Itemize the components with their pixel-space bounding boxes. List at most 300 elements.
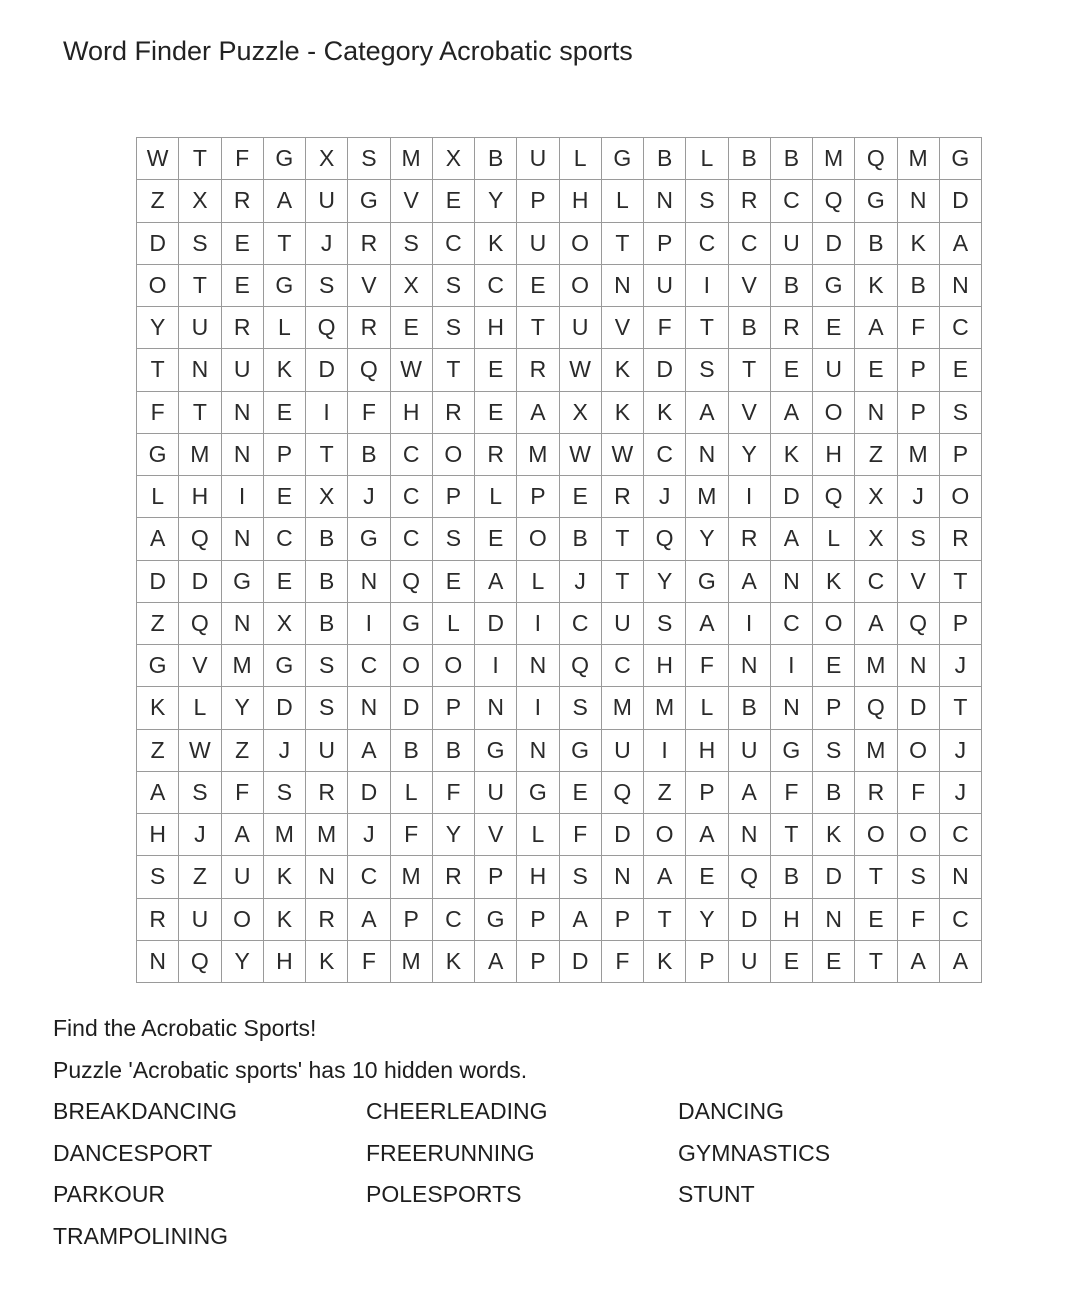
grid-cell[interactable]: K	[644, 391, 686, 433]
grid-cell[interactable]: N	[728, 645, 770, 687]
grid-cell[interactable]: G	[855, 180, 897, 222]
grid-cell[interactable]: G	[390, 602, 432, 644]
grid-cell[interactable]: P	[517, 180, 559, 222]
grid-cell[interactable]: H	[644, 645, 686, 687]
grid-cell[interactable]: A	[939, 940, 981, 982]
grid-cell[interactable]: A	[263, 180, 305, 222]
grid-cell[interactable]: O	[517, 518, 559, 560]
grid-cell[interactable]: G	[263, 138, 305, 180]
grid-cell[interactable]: I	[770, 645, 812, 687]
grid-cell[interactable]: P	[390, 898, 432, 940]
grid-cell[interactable]: A	[348, 898, 390, 940]
grid-cell[interactable]: M	[897, 138, 939, 180]
grid-cell[interactable]: M	[390, 856, 432, 898]
grid-cell[interactable]: N	[221, 433, 263, 475]
grid-cell[interactable]: I	[644, 729, 686, 771]
grid-cell[interactable]: C	[939, 814, 981, 856]
grid-cell[interactable]: B	[728, 138, 770, 180]
grid-cell[interactable]: S	[179, 222, 221, 264]
grid-cell[interactable]: U	[475, 771, 517, 813]
grid-cell[interactable]: L	[601, 180, 643, 222]
grid-cell[interactable]: T	[432, 349, 474, 391]
grid-cell[interactable]: M	[855, 729, 897, 771]
grid-cell[interactable]: R	[475, 433, 517, 475]
grid-cell[interactable]: K	[770, 433, 812, 475]
grid-cell[interactable]: O	[897, 729, 939, 771]
grid-cell[interactable]: Y	[728, 433, 770, 475]
grid-cell[interactable]: G	[348, 180, 390, 222]
grid-cell[interactable]: E	[517, 264, 559, 306]
grid-cell[interactable]: U	[221, 349, 263, 391]
grid-cell[interactable]: R	[855, 771, 897, 813]
grid-cell[interactable]: U	[559, 307, 601, 349]
grid-cell[interactable]: B	[559, 518, 601, 560]
grid-cell[interactable]: L	[686, 687, 728, 729]
grid-cell[interactable]: G	[221, 560, 263, 602]
grid-cell[interactable]: U	[221, 856, 263, 898]
grid-cell[interactable]: Z	[221, 729, 263, 771]
grid-cell[interactable]: B	[644, 138, 686, 180]
grid-cell[interactable]: S	[348, 138, 390, 180]
grid-cell[interactable]: X	[855, 518, 897, 560]
grid-cell[interactable]: U	[644, 264, 686, 306]
grid-cell[interactable]: G	[263, 645, 305, 687]
grid-cell[interactable]: L	[263, 307, 305, 349]
grid-cell[interactable]: U	[813, 349, 855, 391]
grid-cell[interactable]: J	[179, 814, 221, 856]
grid-cell[interactable]: J	[306, 222, 348, 264]
grid-cell[interactable]: E	[770, 940, 812, 982]
grid-cell[interactable]: H	[686, 729, 728, 771]
grid-cell[interactable]: U	[770, 222, 812, 264]
grid-cell[interactable]: V	[601, 307, 643, 349]
grid-cell[interactable]: C	[348, 856, 390, 898]
grid-cell[interactable]: N	[348, 560, 390, 602]
grid-cell[interactable]: Q	[855, 687, 897, 729]
grid-cell[interactable]: O	[813, 602, 855, 644]
grid-cell[interactable]: F	[559, 814, 601, 856]
grid-cell[interactable]: J	[559, 560, 601, 602]
grid-cell[interactable]: M	[263, 814, 305, 856]
grid-cell[interactable]: I	[728, 476, 770, 518]
grid-cell[interactable]: O	[432, 433, 474, 475]
grid-cell[interactable]: Q	[306, 307, 348, 349]
grid-cell[interactable]: G	[939, 138, 981, 180]
grid-cell[interactable]: D	[897, 687, 939, 729]
grid-cell[interactable]: T	[517, 307, 559, 349]
grid-cell[interactable]: F	[390, 814, 432, 856]
grid-cell[interactable]: P	[686, 940, 728, 982]
grid-cell[interactable]: O	[855, 814, 897, 856]
grid-cell[interactable]: J	[939, 645, 981, 687]
grid-cell[interactable]: N	[221, 391, 263, 433]
grid-cell[interactable]: G	[263, 264, 305, 306]
grid-cell[interactable]: T	[179, 138, 221, 180]
grid-cell[interactable]: C	[939, 898, 981, 940]
grid-cell[interactable]: V	[728, 391, 770, 433]
grid-cell[interactable]: R	[221, 307, 263, 349]
grid-cell[interactable]: A	[475, 560, 517, 602]
grid-cell[interactable]: B	[306, 602, 348, 644]
grid-cell[interactable]: N	[686, 433, 728, 475]
grid-cell[interactable]: B	[770, 856, 812, 898]
grid-cell[interactable]: D	[770, 476, 812, 518]
grid-cell[interactable]: P	[897, 391, 939, 433]
grid-cell[interactable]: D	[179, 560, 221, 602]
grid-cell[interactable]: D	[137, 560, 179, 602]
grid-cell[interactable]: B	[728, 687, 770, 729]
grid-cell[interactable]: C	[855, 560, 897, 602]
grid-cell[interactable]: G	[348, 518, 390, 560]
grid-cell[interactable]: S	[306, 645, 348, 687]
grid-cell[interactable]: D	[137, 222, 179, 264]
grid-cell[interactable]: Z	[179, 856, 221, 898]
grid-cell[interactable]: Z	[855, 433, 897, 475]
grid-cell[interactable]: S	[432, 264, 474, 306]
grid-cell[interactable]: M	[855, 645, 897, 687]
grid-cell[interactable]: F	[601, 940, 643, 982]
grid-cell[interactable]: E	[221, 264, 263, 306]
grid-cell[interactable]: B	[306, 518, 348, 560]
grid-cell[interactable]: E	[813, 307, 855, 349]
grid-cell[interactable]: K	[601, 349, 643, 391]
grid-cell[interactable]: P	[517, 476, 559, 518]
grid-cell[interactable]: D	[348, 771, 390, 813]
grid-cell[interactable]: G	[137, 433, 179, 475]
grid-cell[interactable]: J	[263, 729, 305, 771]
grid-cell[interactable]: C	[390, 433, 432, 475]
grid-cell[interactable]: N	[644, 180, 686, 222]
grid-cell[interactable]: S	[559, 856, 601, 898]
grid-cell[interactable]: O	[644, 814, 686, 856]
grid-cell[interactable]: C	[939, 307, 981, 349]
grid-cell[interactable]: H	[137, 814, 179, 856]
grid-cell[interactable]: I	[728, 602, 770, 644]
grid-cell[interactable]: C	[390, 518, 432, 560]
grid-cell[interactable]: M	[179, 433, 221, 475]
grid-cell[interactable]: L	[813, 518, 855, 560]
grid-cell[interactable]: S	[686, 180, 728, 222]
grid-cell[interactable]: F	[221, 771, 263, 813]
grid-cell[interactable]: Q	[601, 771, 643, 813]
grid-cell[interactable]: U	[517, 138, 559, 180]
grid-cell[interactable]: G	[770, 729, 812, 771]
grid-cell[interactable]: N	[137, 940, 179, 982]
grid-cell[interactable]: K	[432, 940, 474, 982]
grid-cell[interactable]: B	[897, 264, 939, 306]
grid-cell[interactable]: V	[475, 814, 517, 856]
grid-cell[interactable]: T	[686, 307, 728, 349]
grid-cell[interactable]: T	[601, 518, 643, 560]
grid-cell[interactable]: X	[855, 476, 897, 518]
grid-cell[interactable]: A	[644, 856, 686, 898]
grid-cell[interactable]: Y	[686, 518, 728, 560]
grid-cell[interactable]: E	[475, 391, 517, 433]
grid-cell[interactable]: S	[306, 687, 348, 729]
grid-cell[interactable]: B	[728, 307, 770, 349]
grid-cell[interactable]: M	[813, 138, 855, 180]
grid-cell[interactable]: H	[813, 433, 855, 475]
grid-cell[interactable]: N	[221, 518, 263, 560]
grid-cell[interactable]: R	[432, 391, 474, 433]
grid-cell[interactable]: L	[179, 687, 221, 729]
grid-cell[interactable]: T	[770, 814, 812, 856]
grid-cell[interactable]: Z	[137, 180, 179, 222]
grid-cell[interactable]: G	[601, 138, 643, 180]
grid-cell[interactable]: F	[897, 771, 939, 813]
grid-cell[interactable]: C	[263, 518, 305, 560]
grid-cell[interactable]: P	[517, 940, 559, 982]
grid-cell[interactable]: S	[897, 856, 939, 898]
grid-cell[interactable]: T	[939, 560, 981, 602]
grid-cell[interactable]: K	[897, 222, 939, 264]
grid-cell[interactable]: Q	[390, 560, 432, 602]
grid-cell[interactable]: E	[770, 349, 812, 391]
grid-cell[interactable]: A	[939, 222, 981, 264]
grid-cell[interactable]: X	[263, 602, 305, 644]
grid-cell[interactable]: Z	[644, 771, 686, 813]
grid-cell[interactable]: N	[897, 645, 939, 687]
grid-cell[interactable]: R	[137, 898, 179, 940]
grid-cell[interactable]: S	[897, 518, 939, 560]
grid-cell[interactable]: A	[728, 560, 770, 602]
grid-cell[interactable]: S	[263, 771, 305, 813]
grid-cell[interactable]: B	[770, 138, 812, 180]
grid-cell[interactable]: D	[813, 222, 855, 264]
grid-cell[interactable]: Y	[137, 307, 179, 349]
grid-cell[interactable]: K	[601, 391, 643, 433]
grid-cell[interactable]: T	[263, 222, 305, 264]
grid-cell[interactable]: U	[179, 898, 221, 940]
grid-cell[interactable]: Q	[728, 856, 770, 898]
grid-cell[interactable]: F	[897, 898, 939, 940]
grid-cell[interactable]: G	[137, 645, 179, 687]
grid-cell[interactable]: L	[517, 560, 559, 602]
grid-cell[interactable]: C	[770, 602, 812, 644]
grid-cell[interactable]: C	[686, 222, 728, 264]
grid-cell[interactable]: E	[813, 645, 855, 687]
grid-cell[interactable]: M	[390, 138, 432, 180]
grid-cell[interactable]: E	[475, 518, 517, 560]
grid-cell[interactable]: F	[432, 771, 474, 813]
grid-cell[interactable]: E	[813, 940, 855, 982]
grid-cell[interactable]: N	[601, 856, 643, 898]
grid-cell[interactable]: B	[855, 222, 897, 264]
grid-cell[interactable]: N	[179, 349, 221, 391]
grid-cell[interactable]: L	[517, 814, 559, 856]
grid-cell[interactable]: Q	[179, 602, 221, 644]
grid-cell[interactable]: D	[390, 687, 432, 729]
grid-cell[interactable]: I	[517, 687, 559, 729]
grid-cell[interactable]: H	[390, 391, 432, 433]
grid-cell[interactable]: S	[644, 602, 686, 644]
grid-cell[interactable]: E	[686, 856, 728, 898]
grid-cell[interactable]: U	[728, 940, 770, 982]
grid-cell[interactable]: L	[475, 476, 517, 518]
grid-cell[interactable]: T	[179, 264, 221, 306]
grid-cell[interactable]: R	[221, 180, 263, 222]
grid-cell[interactable]: S	[390, 222, 432, 264]
grid-cell[interactable]: Q	[559, 645, 601, 687]
grid-cell[interactable]: E	[263, 476, 305, 518]
grid-cell[interactable]: D	[306, 349, 348, 391]
grid-cell[interactable]: E	[475, 349, 517, 391]
grid-cell[interactable]: K	[263, 898, 305, 940]
grid-cell[interactable]: E	[559, 476, 601, 518]
grid-cell[interactable]: D	[263, 687, 305, 729]
grid-cell[interactable]: I	[221, 476, 263, 518]
grid-cell[interactable]: I	[306, 391, 348, 433]
grid-cell[interactable]: U	[601, 729, 643, 771]
grid-cell[interactable]: Q	[348, 349, 390, 391]
grid-cell[interactable]: X	[559, 391, 601, 433]
grid-cell[interactable]: V	[348, 264, 390, 306]
grid-cell[interactable]: V	[390, 180, 432, 222]
grid-cell[interactable]: Q	[179, 940, 221, 982]
grid-cell[interactable]: M	[601, 687, 643, 729]
grid-cell[interactable]: N	[770, 687, 812, 729]
grid-cell[interactable]: R	[939, 518, 981, 560]
grid-cell[interactable]: G	[686, 560, 728, 602]
grid-cell[interactable]: Y	[644, 560, 686, 602]
grid-cell[interactable]: A	[559, 898, 601, 940]
grid-cell[interactable]: B	[306, 560, 348, 602]
grid-cell[interactable]: U	[306, 729, 348, 771]
grid-cell[interactable]: D	[728, 898, 770, 940]
grid-cell[interactable]: A	[728, 771, 770, 813]
grid-cell[interactable]: R	[348, 307, 390, 349]
grid-cell[interactable]: O	[939, 476, 981, 518]
grid-cell[interactable]: B	[475, 138, 517, 180]
grid-cell[interactable]: K	[813, 814, 855, 856]
grid-cell[interactable]: B	[432, 729, 474, 771]
grid-cell[interactable]: S	[559, 687, 601, 729]
grid-cell[interactable]: S	[137, 856, 179, 898]
grid-cell[interactable]: H	[517, 856, 559, 898]
grid-cell[interactable]: C	[432, 898, 474, 940]
grid-cell[interactable]: W	[137, 138, 179, 180]
grid-cell[interactable]: T	[939, 687, 981, 729]
grid-cell[interactable]: O	[559, 222, 601, 264]
grid-cell[interactable]: C	[770, 180, 812, 222]
grid-cell[interactable]: P	[644, 222, 686, 264]
grid-cell[interactable]: F	[644, 307, 686, 349]
grid-cell[interactable]: C	[390, 476, 432, 518]
grid-cell[interactable]: G	[517, 771, 559, 813]
grid-cell[interactable]: J	[897, 476, 939, 518]
grid-cell[interactable]: H	[475, 307, 517, 349]
grid-cell[interactable]: E	[939, 349, 981, 391]
grid-cell[interactable]: T	[601, 560, 643, 602]
grid-cell[interactable]: B	[813, 771, 855, 813]
grid-cell[interactable]: V	[179, 645, 221, 687]
grid-cell[interactable]: O	[137, 264, 179, 306]
grid-cell[interactable]: E	[263, 391, 305, 433]
grid-cell[interactable]: Q	[813, 180, 855, 222]
grid-cell[interactable]: S	[686, 349, 728, 391]
grid-cell[interactable]: A	[475, 940, 517, 982]
grid-cell[interactable]: A	[137, 771, 179, 813]
grid-cell[interactable]: J	[939, 771, 981, 813]
grid-cell[interactable]: Y	[475, 180, 517, 222]
grid-cell[interactable]: L	[559, 138, 601, 180]
grid-cell[interactable]: F	[348, 391, 390, 433]
grid-cell[interactable]: J	[939, 729, 981, 771]
grid-cell[interactable]: D	[475, 602, 517, 644]
grid-cell[interactable]: N	[517, 645, 559, 687]
grid-cell[interactable]: P	[939, 433, 981, 475]
grid-cell[interactable]: N	[770, 560, 812, 602]
grid-cell[interactable]: T	[855, 940, 897, 982]
grid-cell[interactable]: A	[137, 518, 179, 560]
grid-cell[interactable]: Q	[897, 602, 939, 644]
grid-cell[interactable]: J	[348, 476, 390, 518]
grid-cell[interactable]: R	[770, 307, 812, 349]
grid-cell[interactable]: D	[939, 180, 981, 222]
grid-cell[interactable]: M	[390, 940, 432, 982]
grid-cell[interactable]: T	[601, 222, 643, 264]
grid-cell[interactable]: P	[475, 856, 517, 898]
grid-cell[interactable]: E	[855, 349, 897, 391]
grid-cell[interactable]: B	[770, 264, 812, 306]
grid-cell[interactable]: N	[221, 602, 263, 644]
grid-cell[interactable]: V	[728, 264, 770, 306]
grid-cell[interactable]: O	[221, 898, 263, 940]
grid-cell[interactable]: X	[306, 138, 348, 180]
grid-cell[interactable]: N	[939, 264, 981, 306]
grid-cell[interactable]: M	[644, 687, 686, 729]
grid-cell[interactable]: P	[939, 602, 981, 644]
grid-cell[interactable]: Y	[432, 814, 474, 856]
grid-cell[interactable]: A	[686, 602, 728, 644]
grid-cell[interactable]: W	[559, 349, 601, 391]
grid-cell[interactable]: P	[686, 771, 728, 813]
grid-cell[interactable]: P	[813, 687, 855, 729]
grid-cell[interactable]: K	[263, 856, 305, 898]
grid-cell[interactable]: W	[390, 349, 432, 391]
grid-cell[interactable]: O	[897, 814, 939, 856]
grid-cell[interactable]: D	[559, 940, 601, 982]
grid-cell[interactable]: T	[644, 898, 686, 940]
grid-cell[interactable]: F	[348, 940, 390, 982]
grid-cell[interactable]: P	[517, 898, 559, 940]
grid-cell[interactable]: R	[348, 222, 390, 264]
grid-cell[interactable]: F	[686, 645, 728, 687]
grid-cell[interactable]: P	[263, 433, 305, 475]
grid-cell[interactable]: E	[855, 898, 897, 940]
grid-cell[interactable]: Z	[137, 729, 179, 771]
grid-cell[interactable]: B	[348, 433, 390, 475]
grid-cell[interactable]: A	[855, 602, 897, 644]
grid-cell[interactable]: J	[644, 476, 686, 518]
grid-cell[interactable]: P	[601, 898, 643, 940]
grid-cell[interactable]: E	[559, 771, 601, 813]
grid-cell[interactable]: W	[601, 433, 643, 475]
grid-cell[interactable]: H	[559, 180, 601, 222]
grid-cell[interactable]: S	[432, 518, 474, 560]
grid-cell[interactable]: K	[855, 264, 897, 306]
grid-cell[interactable]: F	[221, 138, 263, 180]
grid-cell[interactable]: Q	[179, 518, 221, 560]
grid-cell[interactable]: Y	[221, 940, 263, 982]
grid-cell[interactable]: G	[475, 729, 517, 771]
grid-cell[interactable]: E	[263, 560, 305, 602]
grid-cell[interactable]: I	[348, 602, 390, 644]
grid-cell[interactable]: C	[601, 645, 643, 687]
grid-cell[interactable]: M	[221, 645, 263, 687]
grid-cell[interactable]: N	[897, 180, 939, 222]
grid-cell[interactable]: D	[601, 814, 643, 856]
